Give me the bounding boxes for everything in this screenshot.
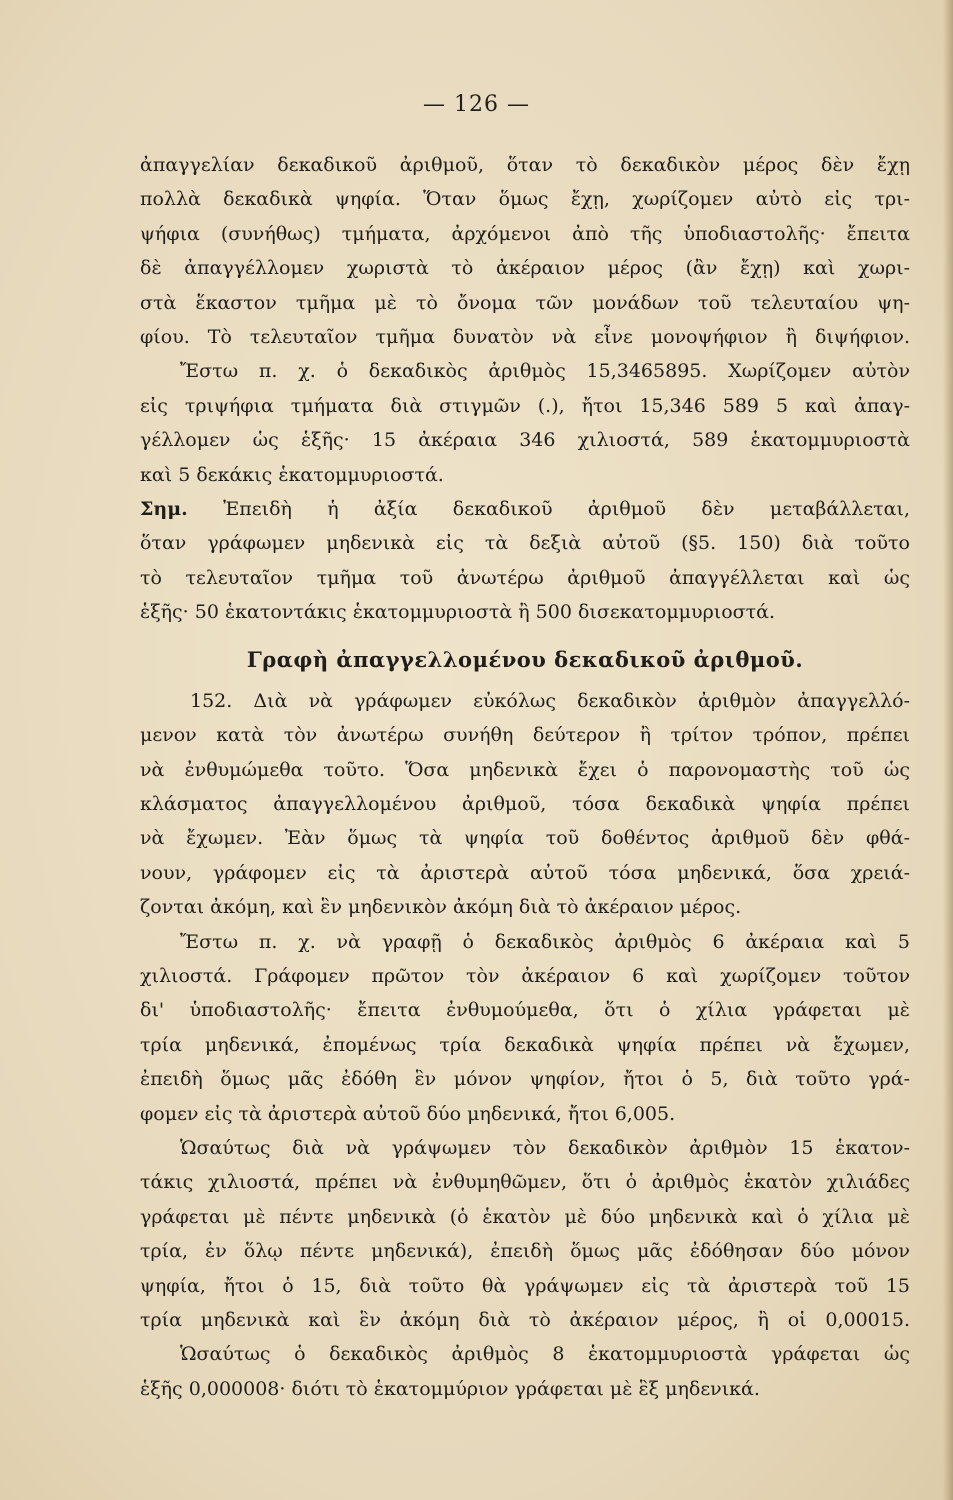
text-line: στὰ ἕκαστον τμῆμα μὲ τὸ ὄνομα τῶν μονάδων τοῦ τελευταίου ψη- bbox=[140, 291, 910, 314]
text-line: πολλὰ δεκαδικὰ ψηφία. Ὅταν ὅμως ἔχῃ, χωρίζομεν αὐτὸ εἰς τρι- bbox=[140, 188, 910, 211]
text-line: τρία μηδενικὰ καὶ ἓν ἀκόμη διὰ τὸ ἀκέραιον μέρος, ἢ οἱ 0,00015. bbox=[140, 1308, 910, 1331]
text-line: τάκις χιλιοστά, πρέπει νὰ ἐνθυμηθῶμεν, ὅτι ὁ ἀριθμὸς ἑκατὸν χιλιάδες bbox=[140, 1171, 910, 1194]
text-line: ἑξῆς 0,000008· διότι τὸ ἑκατομμύριον γράφεται μὲ ἓξ μηδενικά. bbox=[140, 1377, 760, 1400]
text-line: γέλλομεν ὡς ἑξῆς· 15 ἀκέραια 346 χιλιοστά, 589 ἑκατομμυριοστὰ bbox=[140, 429, 910, 452]
text-line: ζονται ἀκόμη, καὶ ἓν μηδενικὸν ἀκόμη διὰ τὸ ἀκέραιον μέρος. bbox=[140, 896, 742, 919]
text-line: τρία μηδενικά, ἐπομένως τρία δεκαδικὰ ψηφία πρέπει νὰ ἔχωμεν, bbox=[140, 1033, 910, 1056]
text-line: εἰς τριψήφια τμήματα διὰ στιγμῶν (.), ἤτοι 15,346 589 5 καὶ ἀπαγ- bbox=[140, 394, 910, 417]
note-label: Σημ. bbox=[140, 497, 188, 520]
text-line: τὸ τελευταῖον τμῆμα τοῦ ἀνωτέρω ἀριθμοῦ ἀπαγγέλλεται καὶ ὡς bbox=[140, 566, 910, 589]
text-line: Ἐπειδὴ ἡ ἀξία δεκαδικοῦ ἀριθμοῦ δὲν μεταβάλλεται, bbox=[223, 497, 910, 520]
text-line: χιλιοστά. Γράφομεν πρῶτον τὸν ἀκέραιον 6 καὶ χωρίζομεν τοῦτον bbox=[140, 964, 910, 987]
text-line: τρία, ἐν ὅλῳ πέντε μηδενικά), ἐπειδὴ ὅμως μᾶς ἐδόθησαν δύο μόνον bbox=[140, 1240, 910, 1263]
text-line: δὲ ἀπαγγέλλομεν χωριστὰ τὸ ἀκέραιον μέρος (ἂν ἔχῃ) καὶ χωρι- bbox=[140, 257, 910, 280]
text-line: ὅταν γράφωμεν μηδενικὰ εἰς τὰ δεξιὰ αὐτοῦ (§5. 150) διὰ τοῦτο bbox=[140, 532, 910, 555]
text-line: Ὡσαύτως διὰ νὰ γράψωμεν τὸν δεκαδικὸν ἀριθμὸν 15 ἑκατον- bbox=[180, 1136, 910, 1159]
text-line: ψηφία, ἤτοι ὁ 15, διὰ τοῦτο θὰ γράψωμεν εἰς τὰ ἀριστερὰ τοῦ 15 bbox=[140, 1274, 910, 1297]
page-body bbox=[140, 148, 910, 1406]
note-line bbox=[140, 492, 910, 526]
text-line: γράφεται μὲ πέντε μηδενικὰ (ὁ ἑκατὸν μὲ δύο μηδενικὰ καὶ ὁ χίλια μὲ bbox=[140, 1205, 910, 1228]
text-line: νὰ ἐνθυμώμεθα τοῦτο. Ὅσα μηδενικὰ ἔχει ὁ παρονομαστὴς τοῦ ὡς bbox=[140, 758, 910, 781]
text-line: κλάσματος ἀπαγγελλομένου ἀριθμοῦ, τόσα δεκαδικὰ ψηφία πρέπει bbox=[140, 793, 910, 816]
text-line: Ἔστω π. χ. νὰ γραφῇ ὁ δεκαδικὸς ἀριθμὸς 6 ἀκέραια καὶ 5 bbox=[180, 930, 910, 953]
page-edge-shadow bbox=[943, 0, 953, 1500]
page-number: — 126 — bbox=[423, 92, 530, 117]
text-line: ἀπαγγελίαν δεκαδικοῦ ἀριθμοῦ, ὅταν τὸ δεκαδικὸν μέρος δὲν ἔχῃ bbox=[140, 154, 910, 176]
text-line: ἑξῆς· 50 ἑκατοντάκις ἑκατομμυριοστὰ ἢ 500 δισεκατομμυριοστά. bbox=[140, 601, 775, 624]
text-line: μενον κατὰ τὸν ἀνωτέρω συνήθη δεύτερον ἢ τρίτον τρόπον, πρέπει bbox=[140, 724, 910, 747]
text-line: Ἔστω π. χ. ὁ δεκαδικὸς ἀριθμὸς 15,3465895. Χωρίζομεν αὐτὸν bbox=[180, 360, 910, 383]
text-line: ἐπειδὴ ὅμως μᾶς ἐδόθη ἓν μόνον ψηφίον, ἤτοι ὁ 5, διὰ τοῦτο γρά- bbox=[140, 1068, 910, 1091]
text-line: ψήφια (συνήθως) τμήματα, ἀρχόμενοι ἀπὸ τῆς ὑποδιαστολῆς· ἔπειτα bbox=[140, 222, 910, 245]
text-line: 152. Διὰ νὰ γράφωμεν εὐκόλως δεκαδικὸν ἀριθμὸν ἀπαγγελλό- bbox=[190, 689, 910, 712]
text-line: φομεν εἰς τὰ ἀριστερὰ αὐτοῦ δύο μηδενικά, ἤτοι 6,005. bbox=[140, 1102, 676, 1125]
text-line: νουν, γράφομεν εἰς τὰ ἀριστερὰ αὐτοῦ τόσα μηδενικά, ὅσα χρειά- bbox=[140, 861, 910, 884]
text-line: Ὡσαύτως ὁ δεκαδικὸς ἀριθμὸς 8 ἑκατομμυριοστὰ γράφεται ὡς bbox=[180, 1343, 910, 1366]
text-line: νὰ ἔχωμεν. Ἐὰν ὅμως τὰ ψηφία τοῦ δοθέντος ἀριθμοῦ δὲν φθά- bbox=[140, 827, 910, 850]
section-heading: Γραφὴ ἀπαγγελλομένου δεκαδικοῦ ἀριθμοῦ. bbox=[246, 647, 804, 673]
text-line: δι' ὑποδιαστολῆς· ἔπειτα ἐνθυμούμεθα, ὅτι ὁ χίλια γράφεται μὲ bbox=[140, 999, 910, 1022]
text-line: φίου. Τὸ τελευταῖον τμῆμα δυνατὸν νὰ εἶνε μονοψήφιον ἢ διψήφιον. bbox=[140, 325, 910, 348]
text-line: καὶ 5 δεκάκις ἑκατομμυριοστά. bbox=[140, 463, 444, 486]
